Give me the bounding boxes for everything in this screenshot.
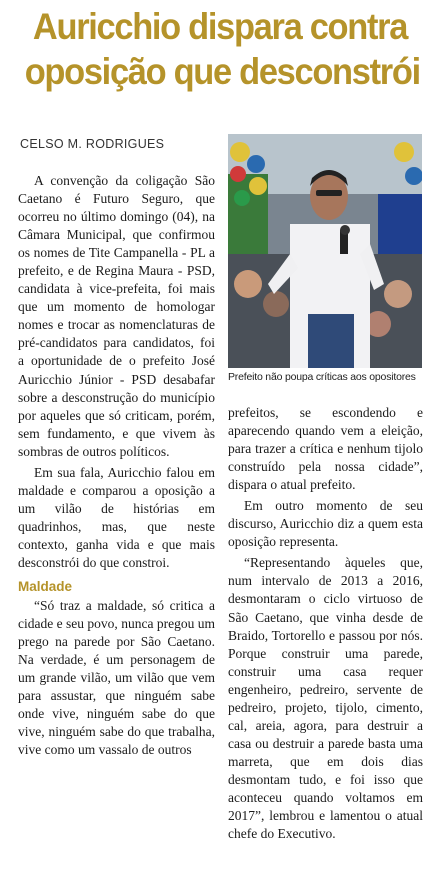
byline: CELSO M. RODRIGUES	[20, 137, 165, 151]
article-paragraph: “Só traz a maldade, só critica a cidade e seu povo, nunca pregou um prego na parede por São Caetano. Na verdade, é um personagem de um grande vilão, um vilão que vem para assustar, que ninguém sabe onde vive, ninguém sabe do que vive, ninguém sabe do que trabalha, vive como um vassalo de outros	[18, 598, 215, 758]
headline-line-2: oposição que desconstrói	[24, 51, 420, 92]
section-subhead: Maldade	[18, 579, 73, 595]
article-column-right	[228, 404, 423, 843]
article-paragraph: Em sua fala, Auricchio falou em maldade e comparou a oposição a um vilão de histórias em quadrinhos, mas, que neste contexto, ganha vida e que mais desconstrói do que constroi.	[18, 464, 215, 570]
article-paragraph: A convenção da coligação São Caetano é Futuro Seguro, que ocorreu no último domingo (04), na Câmara Municipal, que confirmou os nomes de Tite Campanella - PL a prefeito, e de Regina Maura - PSD, candidata à vice-prefeita, foi mais que um momento de homologar nomes e trocar as nomenclaturas de pré-candidatos para candidatos, foi a oportunidade de o prefeito José Auricchio Júnior - PSD desabafar sobre a desconstrução do município por aqueles que só criticam, porém, sem fundamento, e que vivem às sombras de outros políticos.	[18, 173, 215, 459]
article-paragraph: Em outro momento de seu discurso, Auricchio diz a quem esta oposição representa.	[228, 498, 423, 550]
article-photo	[228, 134, 422, 368]
article-column-left	[18, 172, 215, 760]
headline-line-1: Auricchio dispara contra	[32, 6, 408, 47]
headline	[24, 4, 420, 94]
photo-caption: Prefeito não poupa críticas aos opositores	[228, 371, 416, 383]
article-paragraph: “Representando àqueles que, num intervalo de 2013 a 2016, desmontaram o ciclo virtuoso de São Caetano, que vinha desde de Braido, Tortorello e passou por nós. Porque construir uma parede, construir uma casa requer engenheiro, pedreiro, servente de pedreiro, projeto, tijolo, cimento, cal, areia, agora, para destruir a casa ou destruir a parede basta uma marreta, que em dois dias desmontam tudo, e foi isso que aconteceu quando voltamos em 2017”, lembrou e lamentou o atual chefe do Executivo.	[228, 555, 423, 842]
article-paragraph: prefeitos, se escondendo e aparecendo quando vem a eleição, para trazer a crítica e nenhum tijolo construído pela nossa cidade”, dispara o atual prefeito.	[228, 405, 423, 493]
